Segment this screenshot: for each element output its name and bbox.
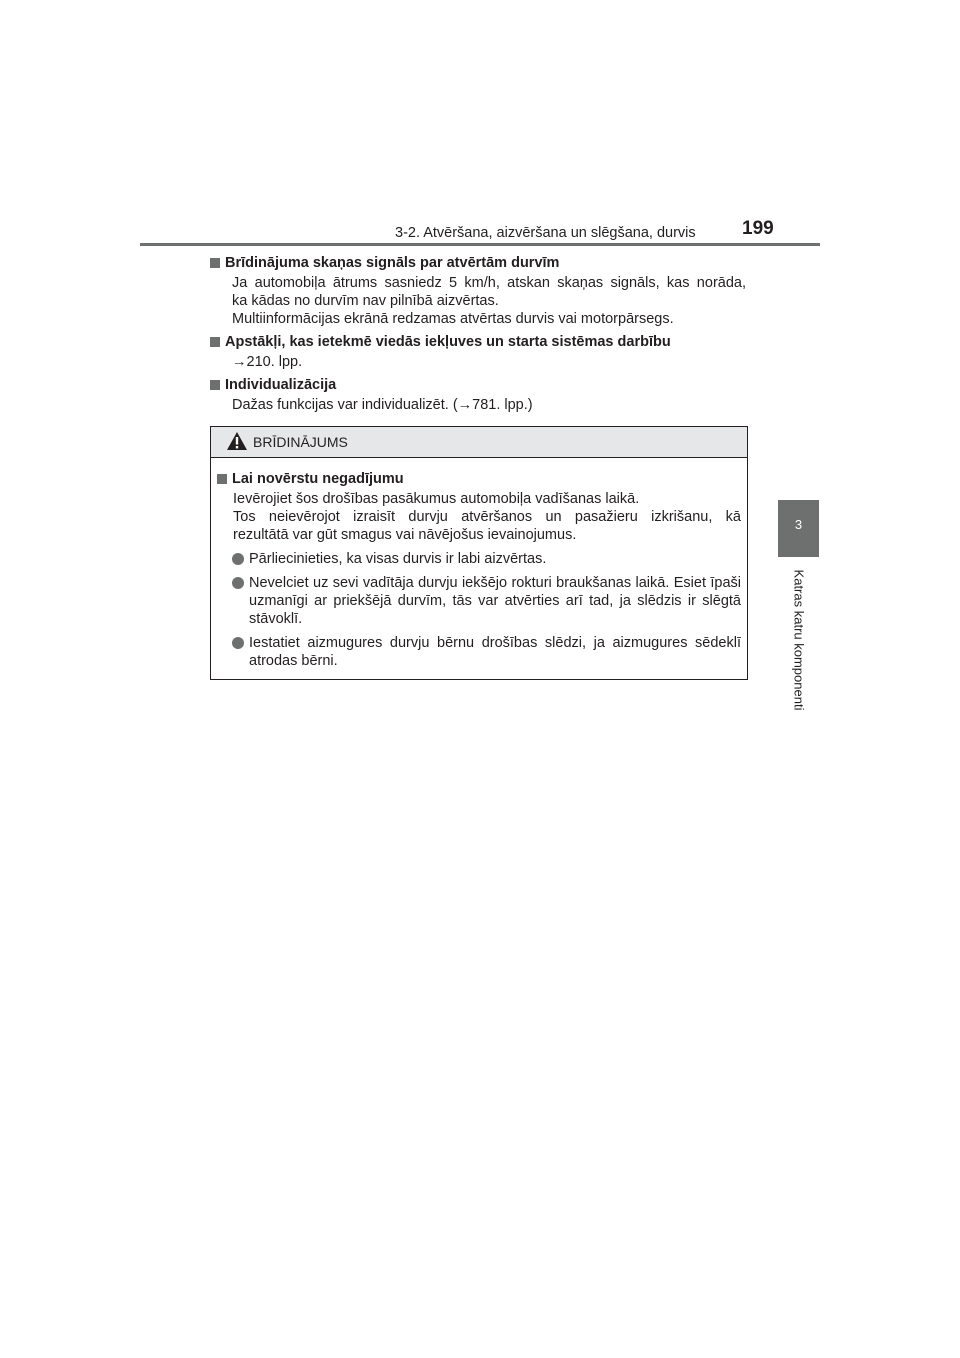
section-smart-entry [210, 333, 746, 371]
header-rule [140, 243, 820, 246]
side-tab [778, 500, 819, 557]
body-line: ka kādas no durvīm nav pilnībā aizvērtas. [232, 293, 499, 309]
section-customization [210, 376, 746, 414]
warning-label: BRĪDINĀJUMS [253, 434, 348, 450]
body-line: Ja automobiļa ātrums sasniedz 5 km/h, atskan skaņas signāls, kas norāda, [232, 275, 746, 291]
list-item: Pārliecinieties, ka visas durvis ir labi aizvērtas. [232, 550, 741, 568]
warning-box [210, 426, 748, 680]
round-bullet-icon [232, 577, 244, 589]
section-title: Apstākļi, kas ietekmē viedās iekļuves un starta sistēmas darbību [210, 333, 746, 351]
chapter-title: 3-2. Atvēršana, aizvēršana un slēgšana, durvis [395, 225, 696, 241]
chapter-number: 3 [794, 517, 803, 532]
page-reference-link[interactable]: →210. lpp. [232, 354, 303, 370]
body-line: Dažas funkcijas var individualizēt. (→781. lpp.) [232, 397, 533, 413]
page-number: 199 [742, 218, 774, 239]
square-bullet-icon [210, 337, 220, 347]
round-bullet-icon [232, 553, 244, 565]
list-item: Nevelciet uz sevi vadītāja durvju iekšējo rokturi braukšanas laikā. Esiet īpaši uzmanīgi ar priekšējā durvīm, tās var atvērties arī tad, ja slēdzis ir slēgtā stāvoklī. [232, 574, 741, 628]
section-door-warning [210, 254, 746, 328]
round-bullet-icon [232, 637, 244, 649]
warning-intro [217, 490, 741, 544]
body-line: Multiinformācijas ekrānā redzamas atvērtas durvis vai motorpārsegs. [232, 311, 674, 327]
section-title: Individualizācija [210, 376, 746, 394]
body-line: Tos neievērojot izraisīt durvju atvēršanos un pasažieru izkrišanu, kā [233, 509, 741, 525]
list-item: Iestatiet aizmugures durvju bērnu drošības slēdzi, ja aizmugures sēdeklī atrodas bērni. [232, 634, 741, 670]
section-body [210, 396, 746, 414]
warning-header [211, 427, 747, 458]
warning-body [211, 458, 747, 670]
side-chapter-label: Katras katru komponenti [791, 569, 807, 711]
square-bullet-icon [217, 474, 227, 484]
section-body [210, 353, 746, 371]
square-bullet-icon [210, 380, 220, 390]
body-line: Ievērojiet šos drošības pasākumus automobiļa vadīšanas laikā. [233, 491, 640, 507]
section-body [210, 274, 746, 328]
main-content [210, 254, 746, 419]
warning-triangle-icon [227, 432, 247, 450]
warning-title: Lai novērstu negadījumu [217, 470, 741, 488]
section-title: Brīdinājuma skaņas signāls par atvērtām durvīm [210, 254, 746, 272]
square-bullet-icon [210, 258, 220, 268]
body-line: rezultātā var gūt smagus vai nāvējošus ievainojumus. [233, 527, 577, 543]
warning-bullets [217, 550, 741, 670]
